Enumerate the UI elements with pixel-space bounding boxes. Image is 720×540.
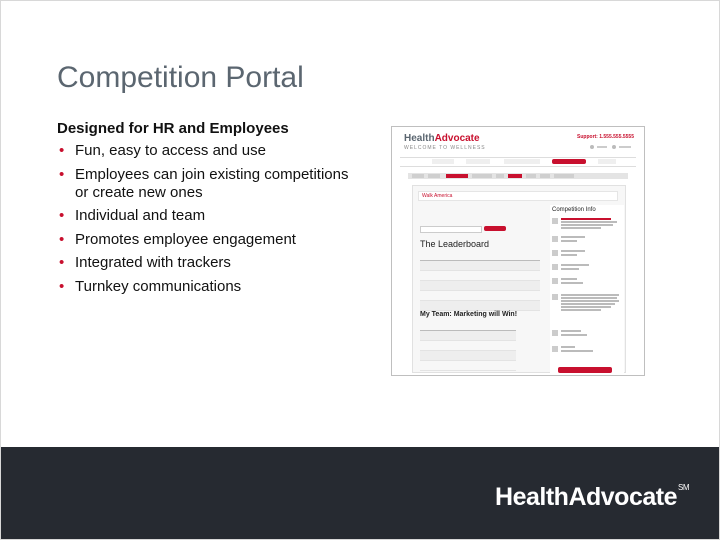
screenshot-info-panel bbox=[550, 205, 624, 375]
screenshot-subnav bbox=[408, 173, 628, 179]
bullet-list bbox=[57, 142, 357, 296]
bullet-icon: • bbox=[59, 142, 65, 159]
screenshot-leaderboard-table bbox=[420, 251, 540, 311]
screenshot-red-button bbox=[484, 226, 506, 231]
screenshot-team-table bbox=[420, 321, 516, 371]
screenshot-leaderboard-title: The Leaderboard bbox=[420, 239, 490, 249]
bullet-item: • Fun, easy to access and use bbox=[59, 142, 266, 159]
footer-bar bbox=[1, 447, 720, 540]
slide-title: Competition Portal bbox=[57, 61, 304, 94]
screenshot-section-title: Walk America bbox=[418, 191, 618, 201]
bullet-item: • Integrated with trackers bbox=[59, 254, 231, 271]
bullet-icon: • bbox=[59, 277, 65, 295]
nav-tab bbox=[432, 159, 454, 164]
screenshot-phone: Support: 1.555.555.5555 bbox=[577, 134, 634, 140]
nav-tab bbox=[466, 159, 490, 164]
bullet-item: • Employees can join existing competitions or create new ones bbox=[59, 165, 349, 201]
bullet-icon: • bbox=[59, 230, 65, 248]
screenshot-user-menu bbox=[572, 143, 634, 151]
bullet-icon: • bbox=[59, 207, 65, 224]
screenshot-navbar bbox=[400, 157, 636, 167]
user-menu-icons bbox=[572, 143, 634, 151]
nav-tab bbox=[504, 159, 540, 164]
slide-subtitle: Designed for HR and Employees bbox=[57, 120, 289, 137]
bullet-icon: • bbox=[59, 165, 65, 183]
screenshot-info-header: Competition Info bbox=[552, 207, 596, 213]
screenshot-logo: HealthAdvocate bbox=[404, 133, 480, 144]
screenshot-tagline: WELCOME TO WELLNESS bbox=[404, 145, 486, 151]
bullet-icon: • bbox=[59, 254, 65, 271]
bullet-item: • Promotes employee engagement bbox=[59, 230, 296, 248]
screenshot-input bbox=[420, 226, 482, 233]
bullet-item: • Turnkey communications bbox=[59, 277, 242, 295]
nav-tab bbox=[598, 159, 616, 164]
health-advocate-logo: HealthAdvocate℠ bbox=[495, 483, 689, 511]
bullet-item: • Individual and team bbox=[59, 207, 206, 224]
slide-body bbox=[57, 121, 357, 301]
screenshot-team-title: My Team: Marketing will Win! bbox=[420, 311, 518, 318]
screenshot-info-button bbox=[558, 367, 612, 373]
portal-screenshot bbox=[391, 126, 645, 376]
nav-tab-active bbox=[552, 159, 586, 164]
